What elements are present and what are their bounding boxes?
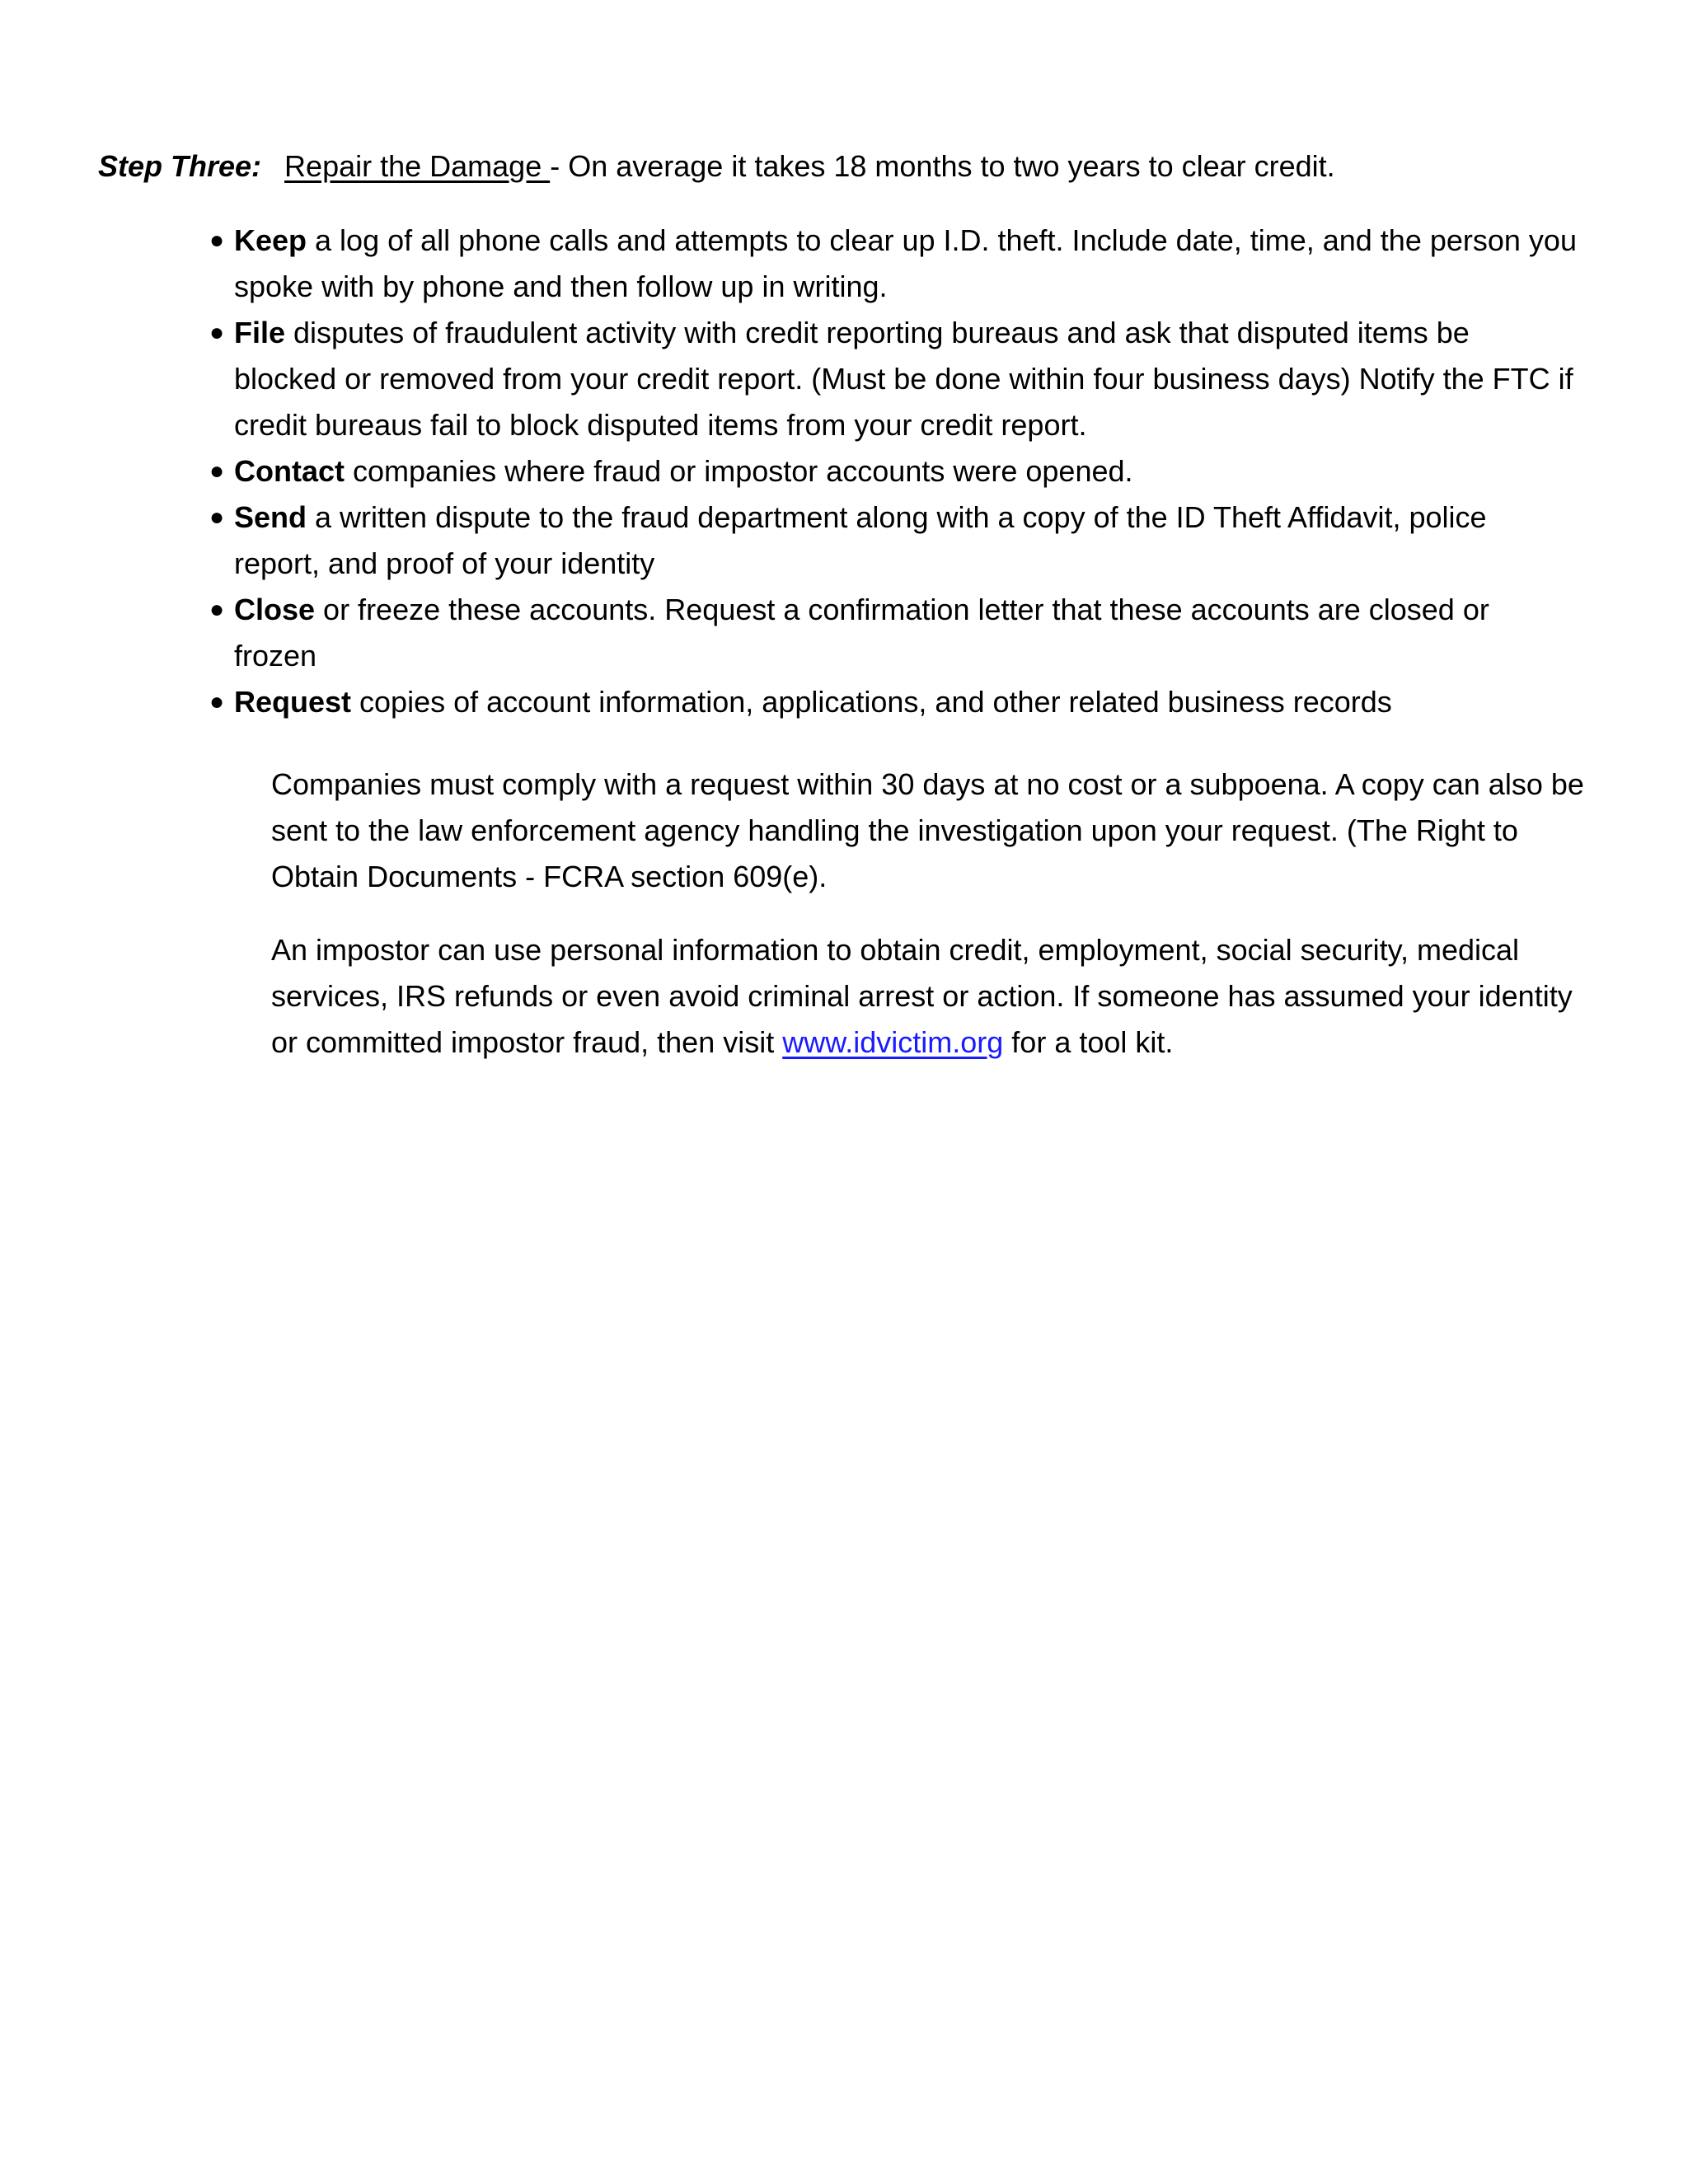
action-list (209, 218, 1578, 725)
step-description: - On average it takes 18 months to two years to clear credit. (550, 149, 1335, 183)
bullet-text: disputes of fraudulent activity with credit reporting bureaus and ask that disputed items be blocked or removed from your credit report. (Must be done within four business days) Notify the FTC if credit bureaus fail to block disputed items from your credit report. (234, 316, 1573, 442)
bullet-keyword: Contact (234, 454, 345, 488)
bullet-keyword: Keep (234, 223, 307, 257)
bullet-icon: ● (209, 504, 225, 531)
list-item (209, 679, 1578, 725)
bullet-keyword: File (234, 316, 286, 349)
bullet-text: a written dispute to the fraud department along with a copy of the ID Theft Affidavit, police report, and proof of your identity (234, 500, 1487, 580)
companies-paragraph: Companies must comply with a request within 30 days at no cost or a subpoena. A copy can also be sent to the law enforcement agency handling the investigation upon your request. (The Right to Obtain Documents - FCRA section 609(e). (271, 767, 1584, 893)
impostor-paragraph (271, 927, 1590, 1066)
list-item (209, 448, 1578, 494)
bullet-keyword: Close (234, 593, 316, 626)
step-heading (98, 147, 1606, 186)
bullet-icon: ● (209, 227, 225, 254)
bullet-icon: ● (209, 319, 225, 346)
bullet-keyword: Send (234, 500, 307, 534)
bullet-keyword: Request (234, 685, 352, 719)
step-label: Step Three: (98, 149, 262, 183)
idvictim-link[interactable]: www.idvictim.org (782, 1025, 1004, 1059)
bullet-icon: ● (209, 457, 225, 485)
list-item (209, 494, 1578, 587)
list-item (209, 310, 1578, 448)
bullet-icon: ● (209, 688, 225, 715)
bullet-text: a log of all phone calls and attempts to clear up I.D. theft. Include date, time, and the person you spoke with by phone and then follow up in writing. (234, 223, 1577, 303)
impostor-text-end: for a tool kit. (1003, 1025, 1174, 1059)
step-title: Repair the Damage (284, 149, 551, 183)
list-item (209, 587, 1578, 679)
bullet-text: or freeze these accounts. Request a confirmation letter that these accounts are closed or frozen (234, 593, 1489, 673)
bullet-text: companies where fraud or impostor accounts were opened. (345, 454, 1133, 488)
impostor-text: An impostor can use personal information to obtain credit, employment, social security, medical services, IRS refunds or even avoid criminal arrest or action. If someone has assumed your identity or committed impostor fraud, then visit (271, 933, 1573, 1059)
bullet-text: copies of account information, applications, and other related business records (351, 685, 1392, 719)
bullet-icon: ● (209, 596, 225, 623)
list-item (209, 218, 1578, 310)
